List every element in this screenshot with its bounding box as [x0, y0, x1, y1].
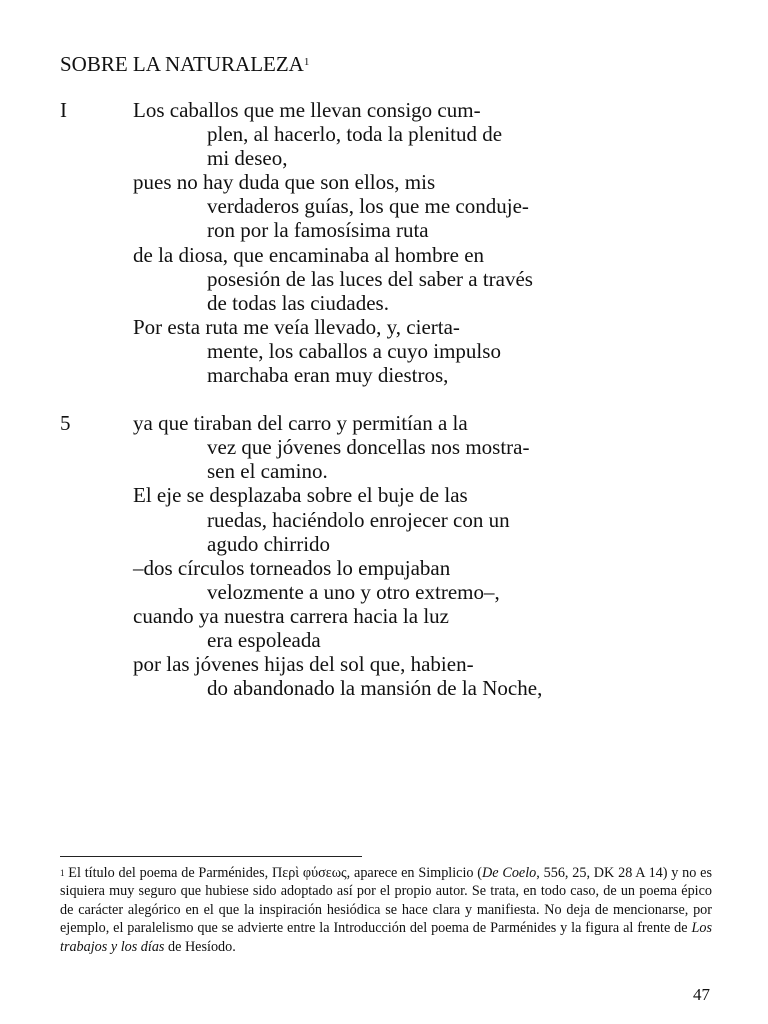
verse-line: do abandonado la mansión de la Noche,	[207, 676, 543, 701]
verse-line: pues no hay duda que son ellos, mis	[133, 170, 436, 195]
footnote-text-3: , 556, 25, DK 28 A 14) y no es siquiera muy seguro que hubiese sido adoptado así por el propio autor. Se trata, en todo caso, de un poema épico de carácter alegórico en el que la inspiración hesiódica se hace clara y manifiesta. No deja de mencionarse, por ejemplo, el paralelismo que se advierte entre la Introducción del poema de Parménides y la figura al frente de	[60, 865, 712, 937]
stanza-number: 5	[60, 411, 71, 436]
verse-line: mente, los caballos a cuyo impulso	[207, 338, 501, 363]
footnote-work-trabajos: Los trabajos y los días	[60, 920, 712, 955]
footnote-text-2: , aparece en Simplicio (	[346, 865, 483, 881]
verse-line: Los caballos que me llevan consigo cum-	[133, 98, 481, 122]
verse-line: marchaba eran muy diestros,	[207, 363, 449, 388]
page-number: 47	[693, 985, 710, 1004]
verse-line: por las jóvenes hijas del sol que, habien-	[133, 652, 474, 677]
footnote-work-de-coelo: De Coelo	[482, 865, 537, 881]
verse-line: de la diosa, que encaminaba al hombre en	[133, 242, 485, 267]
footnote-reference: 1	[303, 56, 310, 68]
verse-line: Por esta ruta me veía llevado, y, cierta-	[133, 314, 460, 339]
verse-line: agudo chirrido	[207, 531, 331, 556]
verse-line: ruedas, haciéndolo enrojecer con un	[207, 507, 510, 532]
poem-title	[60, 52, 309, 76]
verse-line: velozmente a uno y otro extremo–,	[207, 579, 500, 604]
verse-line: verdaderos guías, los que me conduje-	[207, 194, 529, 219]
verse-line: –dos círculos torneados lo empujaban	[133, 555, 451, 580]
verse-line: El eje se desplazaba sobre el buje de las	[133, 483, 468, 508]
footnote-separator	[60, 856, 362, 857]
footnote	[60, 864, 712, 956]
verse-line: cuando ya nuestra carrera hacia la luz	[133, 603, 449, 628]
verse-line: ya que tiraban del carro y permitían a la	[133, 411, 468, 436]
verse-line: mi deseo,	[207, 146, 288, 171]
poem-body	[0, 98, 768, 700]
verse-line: posesión de las luces del saber a través	[207, 266, 533, 291]
verse-line: sen el camino.	[207, 459, 328, 484]
footnote-greek-title: Περὶ φύσεως	[271, 865, 347, 881]
footnote-marker: 1	[60, 868, 65, 878]
stanza	[0, 98, 768, 387]
footnote-text-4: de Hesíodo.	[164, 938, 236, 955]
verse-line: plen, al hacerlo, toda la plenitud de	[207, 122, 503, 147]
footnote-text-1: El título del poema de Parménides,	[64, 865, 272, 881]
verse-line: vez que jóvenes doncellas nos mostra-	[207, 435, 530, 460]
verse-line: ron por la famosísima ruta	[207, 218, 429, 243]
poem-title-text: SOBRE LA NATURALEZA	[60, 52, 304, 76]
verse-line: era espoleada	[207, 627, 321, 652]
stanza	[0, 411, 768, 700]
stanza-number: I	[60, 98, 67, 122]
verse-line: de todas las ciudades.	[207, 290, 389, 315]
